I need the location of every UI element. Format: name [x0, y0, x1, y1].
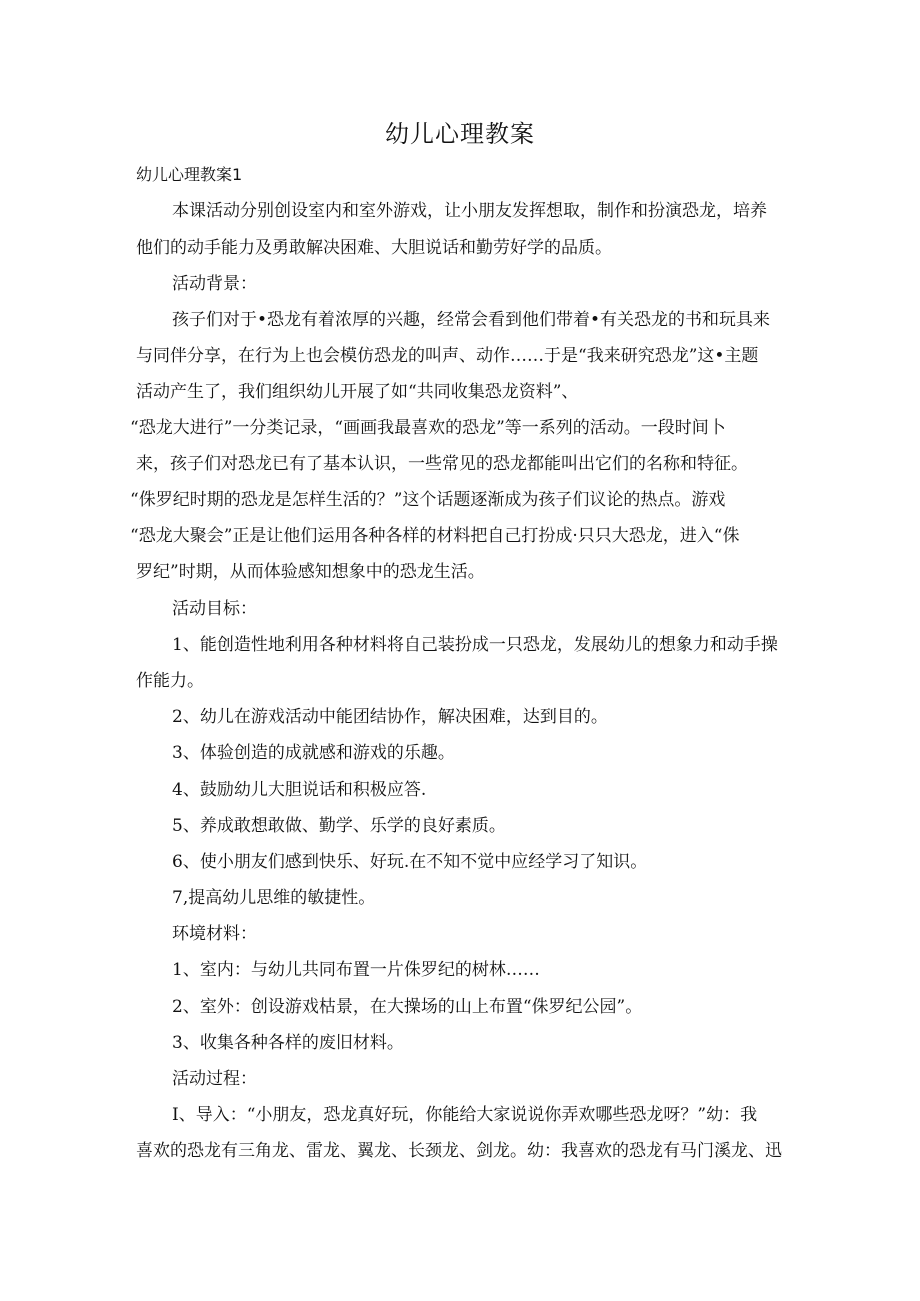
goal-item: 作能力。	[136, 671, 204, 691]
goal-item: 3、体验创造的成就感和游戏的乐趣。	[172, 743, 455, 763]
background-line: 来，孩子们对恐龙已有了基本认识，一些常见的恐龙都能叫出它们的名称和特征。	[136, 454, 748, 474]
document-title: 幼儿心理教案	[385, 120, 535, 148]
process-line: I、导入：“小朋友，恐龙真好玩，你能给大家说说你弄欢哪些恐龙呀？”幼：我	[172, 1105, 758, 1125]
material-item: 2、室外：创设游戏枯景，在大操场的山上布置“侏罗纪公园”。	[172, 997, 643, 1017]
background-line: “恐龙大进行”一分类记录，“画画我最喜欢的恐龙”等一系列的活动。一段时间卜	[130, 418, 726, 438]
background-line: 孩子们对于•恐龙有着浓厚的兴趣，经常会看到他们带着•有关恐龙的书和玩具来	[172, 310, 771, 330]
background-line: 活动产生了，我们组织幼儿开展了如“共同收集恐龙资料”、	[136, 382, 579, 402]
background-line: “侏罗纪时期的恐龙是怎样生活的？”这个话题逐渐成为孩子们议论的热点。游戏	[130, 490, 726, 510]
goal-item: 7,提高幼儿思维的敏捷性。	[172, 888, 376, 908]
goal-item: 5、养成敢想敢做、勤学、乐学的良好素质。	[172, 816, 506, 836]
background-heading: 活动背景：	[172, 274, 257, 294]
background-line: “恐龙大聚会”正是让他们运用各种各样的材料把自己打扮成·只只大恐龙，进入“侏	[130, 526, 740, 546]
goal-item: 1、能创造性地利用各种材料将自己装扮成一只恐龙，发展幼儿的想象力和动手操	[172, 635, 778, 655]
goals-heading: 活动目标：	[172, 599, 257, 619]
material-item: 1、室内：与幼儿共同布置一片侏罗纪的树林……	[172, 960, 540, 980]
material-item: 3、收集各种各样的废旧材料。	[172, 1033, 404, 1053]
materials-heading: 环境材料：	[172, 924, 257, 944]
intro-line: 本课活动分别创设室内和室外游戏，让小朋友发挥想取，制作和扮演恐龙，培养	[172, 201, 767, 221]
goal-item: 2、幼儿在游戏活动中能团结协作，解决困难，达到目的。	[172, 707, 608, 727]
process-line: 喜欢的恐龙有三角龙、雷龙、翼龙、长颈龙、剑龙。幼：我喜欢的恐龙有马门溪龙、迅	[136, 1141, 782, 1161]
process-heading: 活动过程：	[172, 1069, 257, 1089]
intro-line: 他们的动手能力及勇敢解决困难、大胆说话和勤劳好学的品质。	[136, 238, 612, 258]
background-line: 与同伴分享，在行为上也会模仿恐龙的叫声、动作……于是“我来研究恐龙”这•主题	[136, 346, 759, 366]
goal-item: 4、鼓励幼儿大胆说话和积极应答.	[172, 780, 427, 800]
goal-item: 6、使小朋友们感到快乐、好玩.在不知不觉中应经学习了知识。	[172, 852, 648, 872]
background-line: 罗纪”时期，从而体验感知想象中的恐龙生活。	[136, 562, 485, 582]
section-subtitle: 幼儿心理教案1	[136, 165, 243, 184]
